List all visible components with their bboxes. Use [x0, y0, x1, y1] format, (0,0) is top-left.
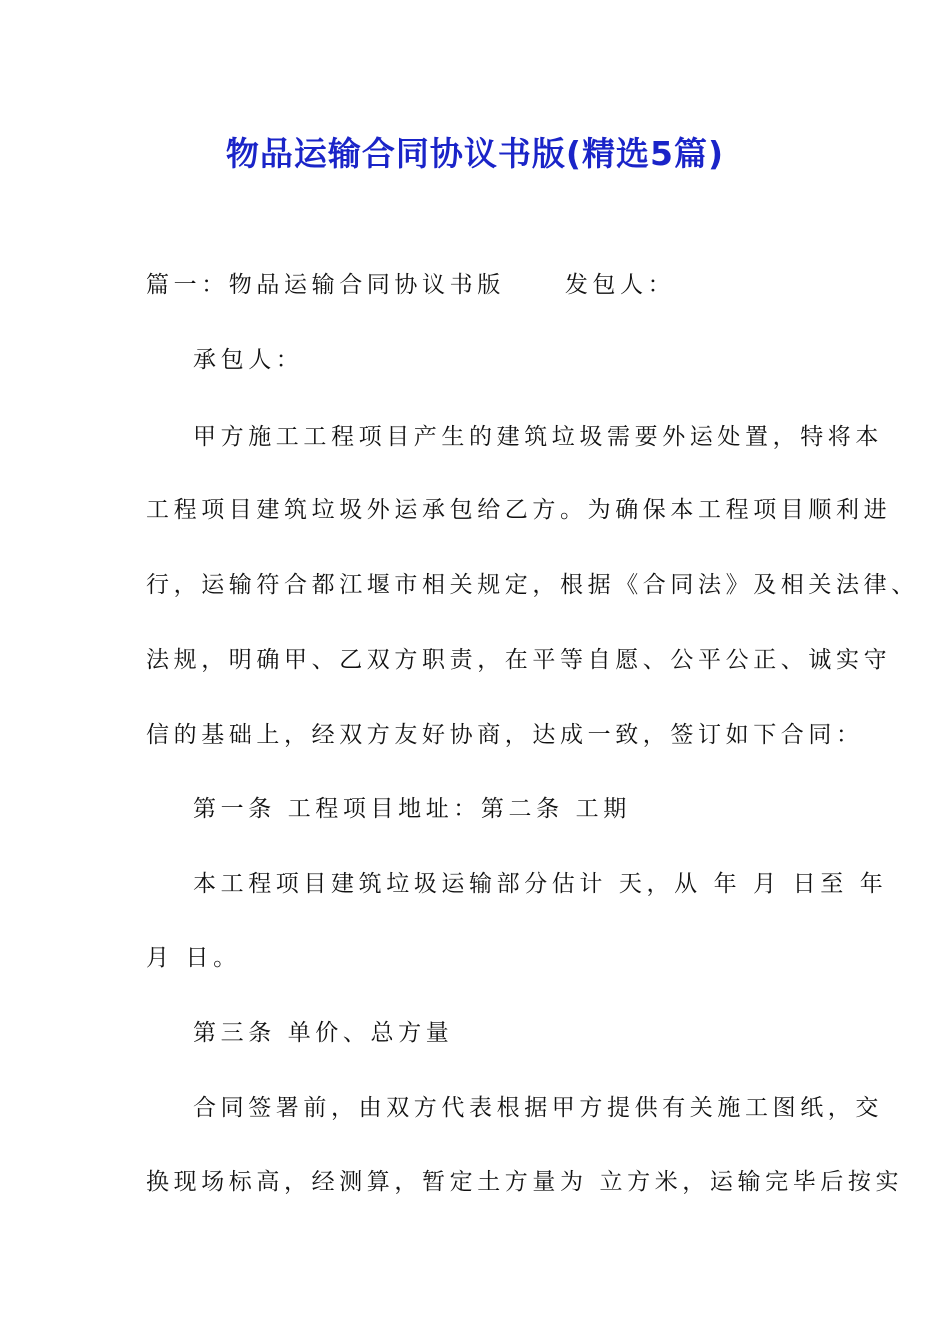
paragraph-line: 法规，明确甲、乙双方职责，在平等自愿、公平公正、诚实守: [146, 647, 892, 673]
article-heading: 第一条 工程项目地址：第二条 工期: [193, 796, 631, 822]
paragraph-line: 行，运输符合都江堰市相关规定，根据《合同法》及相关法律、: [146, 572, 919, 598]
document-title: 物品运输合同协议书版(精选5篇): [225, 134, 725, 173]
paragraph-line: 本工程项目建筑垃圾运输部分估计 天，从 年 月 日至 年: [193, 871, 888, 897]
paragraph-line: 合同签署前，由双方代表根据甲方提供有关施工图纸，交: [193, 1095, 883, 1121]
paragraph-line: 工程项目建筑垃圾外运承包给乙方。为确保本工程项目顺利进: [146, 497, 892, 523]
party-a-label: 发包人：: [564, 272, 676, 298]
paragraph-line: 换现场标高，经测算，暂定土方量为 立方米，运输完毕后按实: [146, 1169, 904, 1195]
party-b-label: 承包人：: [193, 347, 304, 373]
paragraph-line: 信的基础上，经双方友好协商，达成一致，签订如下合同：: [146, 722, 864, 748]
paragraph-line: 月 日。: [146, 945, 241, 971]
section-heading: 篇一：物品运输合同协议书版: [146, 272, 505, 298]
article-heading: 第三条 单价、总方量: [193, 1020, 454, 1046]
paragraph-line: 甲方施工工程项目产生的建筑垃圾需要外运处置，特将本: [193, 424, 883, 450]
section-heading-line: [146, 270, 836, 300]
